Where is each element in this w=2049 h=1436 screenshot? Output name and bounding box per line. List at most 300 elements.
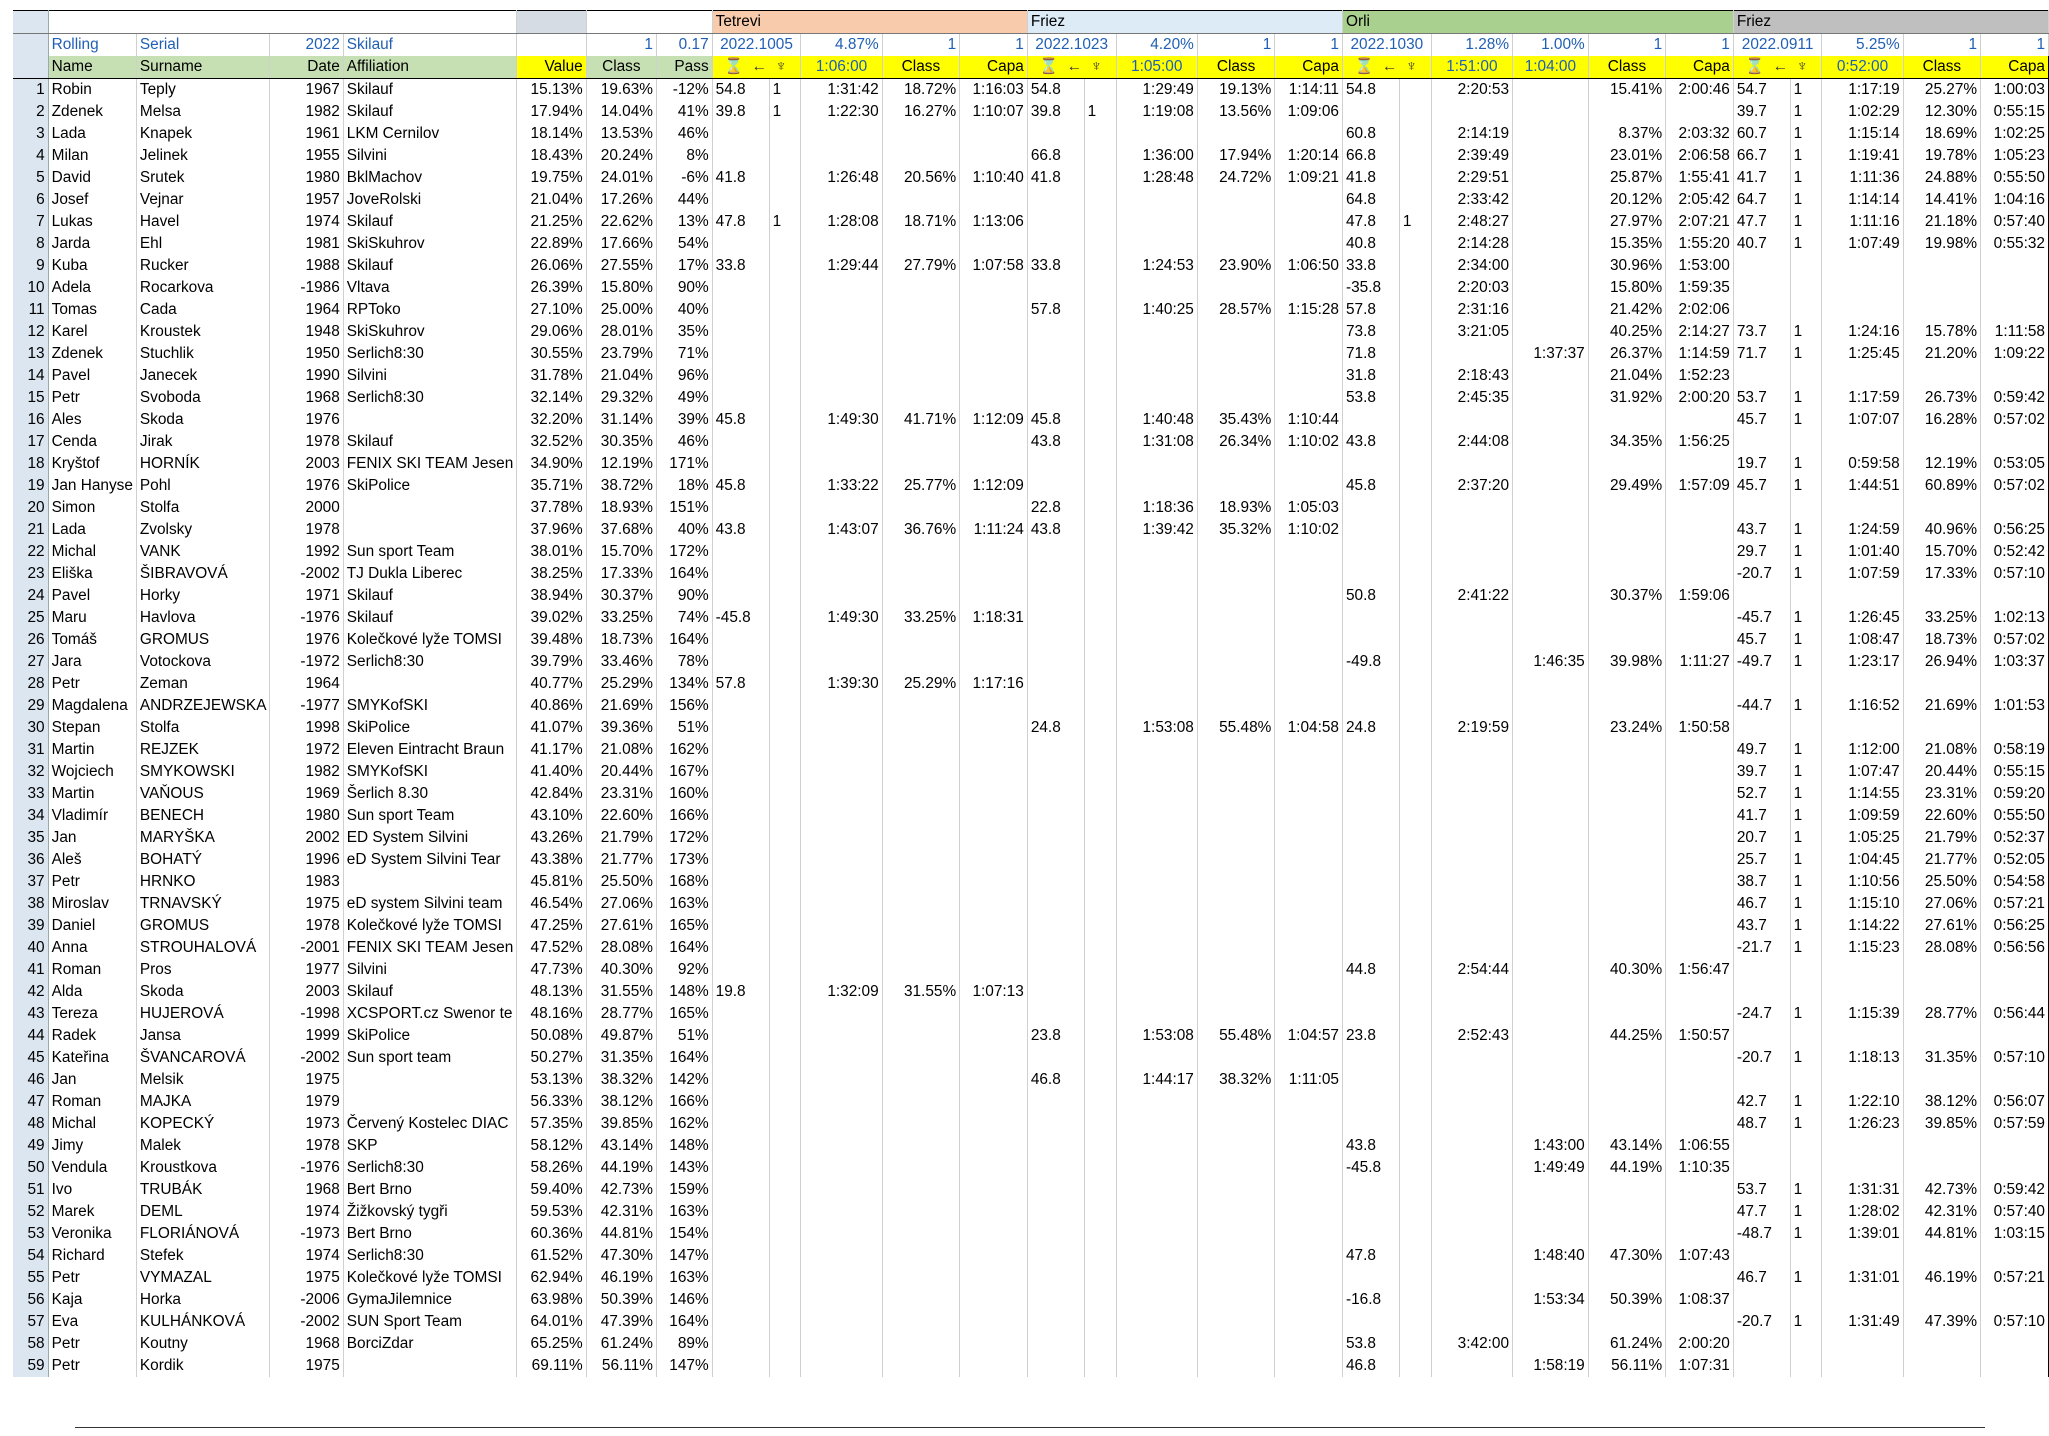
ev3-class-cell[interactable]: 23.01% [1588, 145, 1665, 167]
ev3-time2-cell[interactable] [1513, 563, 1589, 585]
class-cell[interactable]: 40.30% [586, 959, 656, 981]
ev3-capa-cell[interactable]: 1:59:06 [1666, 585, 1734, 607]
ev3-capa-cell[interactable] [1666, 981, 1734, 1003]
ev2-class-cell[interactable] [1197, 937, 1274, 959]
ev2-class-cell[interactable] [1197, 365, 1274, 387]
class-cell[interactable]: 22.60% [586, 805, 656, 827]
birth-date-cell[interactable]: 1999 [270, 1025, 343, 1047]
affiliation-cell[interactable]: Silvini [343, 959, 517, 981]
class-cell[interactable]: 43.14% [586, 1135, 656, 1157]
ev3-time-cell[interactable]: 2:19:59 [1431, 717, 1512, 739]
ev2-capa-cell[interactable] [1275, 563, 1343, 585]
class-cell[interactable]: 29.32% [586, 387, 656, 409]
ev1-score-cell[interactable] [712, 1113, 769, 1135]
ev4-capa-cell[interactable] [1981, 1333, 2049, 1355]
ev3-time2-cell[interactable] [1513, 893, 1589, 915]
ev4-score-cell[interactable]: 19.7 [1733, 453, 1790, 475]
ev4-flag-cell[interactable] [1790, 585, 1822, 607]
surname-cell[interactable]: Skoda [136, 981, 270, 1003]
ev1-capa-cell[interactable]: 1:07:58 [960, 255, 1028, 277]
ev3-time2-cell[interactable] [1513, 717, 1589, 739]
ev2-time-cell[interactable] [1116, 1333, 1197, 1355]
surname-cell[interactable]: Teply [136, 79, 270, 102]
ev3-score-cell[interactable] [1342, 739, 1399, 761]
ev1-score-cell[interactable] [712, 893, 769, 915]
first-name-cell[interactable]: Zdenek [48, 343, 136, 365]
ev1-score-cell[interactable] [712, 1135, 769, 1157]
ev2-class-cell[interactable]: 28.57% [1197, 299, 1274, 321]
surname-cell[interactable]: Svoboda [136, 387, 270, 409]
ev3-time2-cell[interactable] [1513, 1069, 1589, 1091]
ev4-flag-cell[interactable]: 1 [1790, 629, 1822, 651]
ev4-capa-cell[interactable] [1981, 959, 2049, 981]
ev3-capa-cell[interactable] [1666, 563, 1734, 585]
ev4-time-cell[interactable]: 1:07:49 [1822, 233, 1903, 255]
event-1-date[interactable]: 2022.1005 [712, 34, 801, 57]
ev1-capa-cell[interactable] [960, 277, 1028, 299]
value-cell[interactable]: 27.10% [517, 299, 586, 321]
pass-cell[interactable]: 156% [656, 695, 712, 717]
first-name-cell[interactable]: Adela [48, 277, 136, 299]
ev2-score-cell[interactable] [1027, 673, 1084, 695]
ev4-class-cell[interactable] [1903, 1355, 1980, 1377]
ev2-class-cell[interactable] [1197, 343, 1274, 365]
row-number-cell[interactable]: 25 [13, 607, 48, 629]
ev2-score-cell[interactable] [1027, 563, 1084, 585]
surname-cell[interactable]: Pohl [136, 475, 270, 497]
affiliation-cell[interactable]: Serlich8:30 [343, 1245, 517, 1267]
ev4-time-cell[interactable]: 1:31:01 [1822, 1267, 1903, 1289]
ev4-class-cell[interactable] [1903, 431, 1980, 453]
birth-date-cell[interactable]: 1968 [270, 1179, 343, 1201]
ev4-capa-cell[interactable]: 0:57:02 [1981, 475, 2049, 497]
ev1-class-cell[interactable] [882, 717, 959, 739]
ev2-score-cell[interactable]: 57.8 [1027, 299, 1084, 321]
ev4-capa-cell[interactable] [1981, 1245, 2049, 1267]
ev3-score-cell[interactable] [1342, 453, 1399, 475]
ev4-class-cell[interactable]: 26.73% [1903, 387, 1980, 409]
row-number-cell[interactable]: 54 [13, 1245, 48, 1267]
value-cell[interactable]: 45.81% [517, 871, 586, 893]
ev1-class-cell[interactable] [882, 233, 959, 255]
ev3-time2-cell[interactable] [1513, 255, 1589, 277]
ev3-score-cell[interactable] [1342, 915, 1399, 937]
ev4-time-cell[interactable] [1822, 1135, 1903, 1157]
affiliation-cell[interactable]: BorciZdar [343, 1333, 517, 1355]
ev4-score-cell[interactable]: -21.7 [1733, 937, 1790, 959]
surname-cell[interactable]: MAJKA [136, 1091, 270, 1113]
ev4-flag-cell[interactable]: 1 [1790, 453, 1822, 475]
ev3-time2-cell[interactable]: 1:48:40 [1513, 1245, 1589, 1267]
ev1-flag-cell[interactable] [769, 805, 801, 827]
ev4-capa-cell[interactable]: 1:03:15 [1981, 1223, 2049, 1245]
ev3-capa-cell[interactable] [1666, 1267, 1734, 1289]
ev1-time-cell[interactable] [801, 1245, 882, 1267]
ev1-flag-cell[interactable] [769, 1245, 801, 1267]
ev2-capa-cell[interactable] [1275, 805, 1343, 827]
ev3-flag-cell[interactable] [1399, 431, 1431, 453]
ev3-flag-cell[interactable] [1399, 717, 1431, 739]
ev2-flag-cell[interactable] [1084, 1311, 1116, 1333]
ev3-score-cell[interactable]: 47.8 [1342, 1245, 1399, 1267]
birth-date-cell[interactable]: 1969 [270, 783, 343, 805]
ev1-class-cell[interactable]: 31.55% [882, 981, 959, 1003]
ev1-score-cell[interactable] [712, 233, 769, 255]
ev1-capa-cell[interactable]: 1:10:40 [960, 167, 1028, 189]
row-number-cell[interactable]: 30 [13, 717, 48, 739]
affiliation-cell[interactable] [343, 409, 517, 431]
value-cell[interactable]: 40.77% [517, 673, 586, 695]
ev1-flag-cell[interactable] [769, 1179, 801, 1201]
affiliation-cell[interactable]: Bert Brno [343, 1223, 517, 1245]
ev4-time-cell[interactable]: 1:14:55 [1822, 783, 1903, 805]
ev2-class-cell[interactable]: 23.90% [1197, 255, 1274, 277]
row-number-cell[interactable]: 51 [13, 1179, 48, 1201]
ev2-class-cell[interactable] [1197, 1047, 1274, 1069]
ev2-capa-cell[interactable] [1275, 739, 1343, 761]
ev4-score-cell[interactable]: 42.7 [1733, 1091, 1790, 1113]
ev4-score-cell[interactable] [1733, 959, 1790, 981]
ev4-flag-cell[interactable]: 1 [1790, 805, 1822, 827]
first-name-cell[interactable]: Josef [48, 189, 136, 211]
row-number-cell[interactable]: 46 [13, 1069, 48, 1091]
pass-cell[interactable]: 163% [656, 893, 712, 915]
ev4-time-cell[interactable]: 1:10:56 [1822, 871, 1903, 893]
ev1-flag-cell[interactable] [769, 761, 801, 783]
ev3-score-cell[interactable] [1342, 761, 1399, 783]
ev2-capa-cell[interactable] [1275, 1179, 1343, 1201]
ev3-class-cell[interactable]: 25.87% [1588, 167, 1665, 189]
ev1-flag-cell[interactable] [769, 519, 801, 541]
birth-date-cell[interactable]: 1968 [270, 1333, 343, 1355]
ev2-capa-cell[interactable]: 1:20:14 [1275, 145, 1343, 167]
ev1-time-cell[interactable] [801, 893, 882, 915]
ev2-flag-cell[interactable] [1084, 189, 1116, 211]
surname-cell[interactable]: GROMUS [136, 915, 270, 937]
ev1-score-cell[interactable] [712, 1245, 769, 1267]
birth-date-cell[interactable]: 1998 [270, 717, 343, 739]
first-name-cell[interactable]: Simon [48, 497, 136, 519]
ev1-class-cell[interactable] [882, 1069, 959, 1091]
ev4-capa-cell[interactable] [1981, 277, 2049, 299]
birth-date-cell[interactable]: 2002 [270, 827, 343, 849]
first-name-cell[interactable]: Wojciech [48, 761, 136, 783]
ev4-score-cell[interactable]: 71.7 [1733, 343, 1790, 365]
surname-cell[interactable]: Janecek [136, 365, 270, 387]
ev1-class-cell[interactable] [882, 783, 959, 805]
ev2-class-cell[interactable] [1197, 1179, 1274, 1201]
value-cell[interactable]: 26.39% [517, 277, 586, 299]
ev1-class-cell[interactable] [882, 123, 959, 145]
ev3-time-cell[interactable] [1431, 1003, 1512, 1025]
ev2-score-cell[interactable] [1027, 365, 1084, 387]
birth-date-cell[interactable]: 1957 [270, 189, 343, 211]
ev3-time-cell[interactable] [1431, 101, 1512, 123]
ev1-class-cell[interactable] [882, 805, 959, 827]
ev3-score-cell[interactable]: -49.8 [1342, 651, 1399, 673]
ev1-capa-cell[interactable] [960, 387, 1028, 409]
ev4-flag-cell[interactable] [1790, 1025, 1822, 1047]
ev3-capa-cell[interactable] [1666, 761, 1734, 783]
ev1-capa-cell[interactable] [960, 1223, 1028, 1245]
ev3-flag-cell[interactable] [1399, 849, 1431, 871]
ev4-time-cell[interactable]: 1:11:36 [1822, 167, 1903, 189]
surname-cell[interactable]: Pros [136, 959, 270, 981]
class-cell[interactable]: 24.01% [586, 167, 656, 189]
value-cell[interactable]: 65.25% [517, 1333, 586, 1355]
affiliation-cell[interactable]: Skilauf [343, 607, 517, 629]
ev2-score-cell[interactable] [1027, 541, 1084, 563]
ev4-capa-cell[interactable]: 0:57:40 [1981, 1201, 2049, 1223]
ev2-capa-cell[interactable] [1275, 343, 1343, 365]
ev4-capa-cell[interactable]: 0:57:02 [1981, 409, 2049, 431]
ev4-capa-cell[interactable]: 1:03:37 [1981, 651, 2049, 673]
ev1-class-cell[interactable] [882, 937, 959, 959]
ev4-time-cell[interactable]: 1:15:10 [1822, 893, 1903, 915]
row-number-cell[interactable]: 29 [13, 695, 48, 717]
first-name-cell[interactable]: Jan Hanyse [48, 475, 136, 497]
col-value[interactable]: Value [517, 56, 586, 79]
ev3-score-cell[interactable]: 44.8 [1342, 959, 1399, 981]
ev2-class-cell[interactable]: 55.48% [1197, 717, 1274, 739]
pass-cell[interactable]: 51% [656, 717, 712, 739]
ev1-class-cell[interactable] [882, 629, 959, 651]
ev2-score-cell[interactable] [1027, 739, 1084, 761]
affiliation-cell[interactable]: FENIX SKI TEAM Jesen [343, 453, 517, 475]
surname-cell[interactable]: Horka [136, 1289, 270, 1311]
ev2-class-cell[interactable] [1197, 1003, 1274, 1025]
ev1-flag-cell[interactable] [769, 651, 801, 673]
ev4-time-cell[interactable]: 1:11:16 [1822, 211, 1903, 233]
ev4-time-cell[interactable]: 1:26:23 [1822, 1113, 1903, 1135]
ev3-capa-cell[interactable]: 1:55:20 [1666, 233, 1734, 255]
value-cell[interactable]: 39.48% [517, 629, 586, 651]
ev3-score-cell[interactable] [1342, 695, 1399, 717]
pass-cell[interactable]: 35% [656, 321, 712, 343]
value-cell[interactable]: 63.98% [517, 1289, 586, 1311]
event-3-icons[interactable] [1342, 56, 1431, 79]
pass-cell[interactable]: 173% [656, 849, 712, 871]
ev2-capa-cell[interactable]: 1:06:50 [1275, 255, 1343, 277]
ev3-time2-cell[interactable] [1513, 1025, 1589, 1047]
ev2-time-cell[interactable] [1116, 1135, 1197, 1157]
ev2-flag-cell[interactable] [1084, 453, 1116, 475]
ev3-time-cell[interactable]: 2:45:35 [1431, 387, 1512, 409]
ev4-score-cell[interactable]: 41.7 [1733, 805, 1790, 827]
ev1-time-cell[interactable] [801, 805, 882, 827]
ev2-class-cell[interactable] [1197, 893, 1274, 915]
ev1-class-cell[interactable] [882, 1333, 959, 1355]
ev1-capa-cell[interactable] [960, 343, 1028, 365]
class-cell[interactable]: 44.81% [586, 1223, 656, 1245]
value-cell[interactable]: 59.40% [517, 1179, 586, 1201]
pass-cell[interactable]: 40% [656, 519, 712, 541]
ev1-capa-cell[interactable] [960, 123, 1028, 145]
ev1-class-cell[interactable] [882, 1113, 959, 1135]
ev1-score-cell[interactable] [712, 1311, 769, 1333]
ev1-score-cell[interactable] [712, 1223, 769, 1245]
ev2-capa-cell[interactable] [1275, 1003, 1343, 1025]
ev2-capa-cell[interactable] [1275, 1245, 1343, 1267]
ev3-time2-cell[interactable] [1513, 519, 1589, 541]
first-name-cell[interactable]: Cenda [48, 431, 136, 453]
ev2-time-cell[interactable] [1116, 277, 1197, 299]
ev3-class-cell[interactable] [1588, 541, 1665, 563]
ev4-time-cell[interactable]: 1:04:45 [1822, 849, 1903, 871]
row-number-cell[interactable]: 12 [13, 321, 48, 343]
affiliation-cell[interactable]: Skilauf [343, 255, 517, 277]
class-cell[interactable]: 19.63% [586, 79, 656, 102]
ev3-flag-cell[interactable] [1399, 1355, 1431, 1377]
ev3-class-cell[interactable] [1588, 783, 1665, 805]
ev2-capa-cell[interactable] [1275, 673, 1343, 695]
ev3-flag-cell[interactable] [1399, 805, 1431, 827]
pass-cell[interactable]: -6% [656, 167, 712, 189]
ev4-score-cell[interactable]: -20.7 [1733, 1047, 1790, 1069]
ev2-capa-cell[interactable]: 1:05:03 [1275, 497, 1343, 519]
ev3-flag-cell[interactable] [1399, 1091, 1431, 1113]
ev1-time-cell[interactable]: 1:49:30 [801, 409, 882, 431]
ev4-class-cell[interactable]: 46.19% [1903, 1267, 1980, 1289]
ev2-capa-cell[interactable] [1275, 1223, 1343, 1245]
ev2-flag-cell[interactable] [1084, 827, 1116, 849]
ev3-score-cell[interactable]: 45.8 [1342, 475, 1399, 497]
surname-cell[interactable]: HORNÍK [136, 453, 270, 475]
ev3-class-cell[interactable]: 44.19% [1588, 1157, 1665, 1179]
ev4-class-cell[interactable]: 26.94% [1903, 651, 1980, 673]
ev4-capa-cell[interactable]: 0:57:40 [1981, 211, 2049, 233]
ev3-capa-cell[interactable] [1666, 739, 1734, 761]
ev3-flag-cell[interactable] [1399, 1201, 1431, 1223]
ev1-flag-cell[interactable] [769, 497, 801, 519]
pass-cell[interactable]: 51% [656, 1025, 712, 1047]
row-number-cell[interactable]: 53 [13, 1223, 48, 1245]
ev3-flag-cell[interactable] [1399, 167, 1431, 189]
ev3-time-cell[interactable] [1431, 849, 1512, 871]
row-number-cell[interactable]: 33 [13, 783, 48, 805]
ev4-class-cell[interactable]: 38.12% [1903, 1091, 1980, 1113]
ev4-capa-cell[interactable] [1981, 1157, 2049, 1179]
ev3-time-cell[interactable] [1431, 519, 1512, 541]
ev4-time-cell[interactable] [1822, 717, 1903, 739]
ev1-time-cell[interactable]: 1:39:30 [801, 673, 882, 695]
ev1-class-cell[interactable] [882, 871, 959, 893]
ev4-capa-cell[interactable]: 0:55:50 [1981, 167, 2049, 189]
birth-date-cell[interactable]: 1975 [270, 1267, 343, 1289]
ev2-time-cell[interactable] [1116, 1289, 1197, 1311]
first-name-cell[interactable]: Vladimír [48, 805, 136, 827]
class-cell[interactable]: 25.00% [586, 299, 656, 321]
ev2-capa-cell[interactable] [1275, 937, 1343, 959]
class-cell[interactable]: 12.19% [586, 453, 656, 475]
ev1-flag-cell[interactable]: 1 [769, 211, 801, 233]
ev2-time-cell[interactable] [1116, 739, 1197, 761]
ev1-flag-cell[interactable] [769, 629, 801, 651]
ev4-time-cell[interactable] [1822, 431, 1903, 453]
ev4-flag-cell[interactable]: 1 [1790, 1223, 1822, 1245]
ev4-class-cell[interactable]: 31.35% [1903, 1047, 1980, 1069]
ev3-class-cell[interactable]: 20.12% [1588, 189, 1665, 211]
first-name-cell[interactable]: Roman [48, 959, 136, 981]
ev4-capa-cell[interactable] [1981, 585, 2049, 607]
ev4-flag-cell[interactable]: 1 [1790, 387, 1822, 409]
ev1-flag-cell[interactable] [769, 871, 801, 893]
ev3-time2-cell[interactable] [1513, 365, 1589, 387]
ev4-time-cell[interactable]: 0:59:58 [1822, 453, 1903, 475]
ev4-time-cell[interactable]: 1:23:17 [1822, 651, 1903, 673]
ev3-flag-cell[interactable] [1399, 1069, 1431, 1091]
first-name-cell[interactable]: Richard [48, 1245, 136, 1267]
row-number-cell[interactable]: 55 [13, 1267, 48, 1289]
ev4-score-cell[interactable] [1733, 585, 1790, 607]
ev1-score-cell[interactable]: 43.8 [712, 519, 769, 541]
ev4-time-cell[interactable]: 1:24:16 [1822, 321, 1903, 343]
surname-cell[interactable]: Jansa [136, 1025, 270, 1047]
ev1-time-cell[interactable] [801, 365, 882, 387]
ev3-time2-cell[interactable] [1513, 673, 1589, 695]
ev4-time-cell[interactable]: 1:39:01 [1822, 1223, 1903, 1245]
ev1-flag-cell[interactable] [769, 365, 801, 387]
ev1-class-cell[interactable] [882, 497, 959, 519]
ev2-score-cell[interactable] [1027, 1223, 1084, 1245]
ev3-time2-cell[interactable]: 1:37:37 [1513, 343, 1589, 365]
ev1-capa-cell[interactable] [960, 629, 1028, 651]
ev4-score-cell[interactable] [1733, 673, 1790, 695]
ev4-class-cell[interactable] [1903, 959, 1980, 981]
ev2-class-cell[interactable] [1197, 1355, 1274, 1377]
ev4-score-cell[interactable]: 53.7 [1733, 387, 1790, 409]
ev1-capa-cell[interactable] [960, 915, 1028, 937]
surname-cell[interactable]: Votockova [136, 651, 270, 673]
ev3-flag-cell[interactable] [1399, 563, 1431, 585]
ev2-score-cell[interactable] [1027, 937, 1084, 959]
ev4-score-cell[interactable] [1733, 1355, 1790, 1377]
ev3-time-cell[interactable] [1431, 1113, 1512, 1135]
ev4-flag-cell[interactable] [1790, 1245, 1822, 1267]
value-cell[interactable]: 15.13% [517, 79, 586, 102]
ev4-time-cell[interactable] [1822, 1289, 1903, 1311]
ev3-capa-cell[interactable]: 2:03:32 [1666, 123, 1734, 145]
pass-cell[interactable]: 164% [656, 1047, 712, 1069]
ev2-class-cell[interactable]: 55.48% [1197, 1025, 1274, 1047]
ev4-capa-cell[interactable]: 0:59:42 [1981, 387, 2049, 409]
ev4-score-cell[interactable]: 48.7 [1733, 1113, 1790, 1135]
ev1-capa-cell[interactable] [960, 189, 1028, 211]
ev3-capa-cell[interactable] [1666, 805, 1734, 827]
ev4-flag-cell[interactable]: 1 [1790, 651, 1822, 673]
ev2-class-cell[interactable] [1197, 123, 1274, 145]
affiliation-cell[interactable]: Kolečkové lyže TOMSI [343, 915, 517, 937]
ev1-flag-cell[interactable] [769, 607, 801, 629]
ev3-score-cell[interactable] [1342, 937, 1399, 959]
ev1-flag-cell[interactable] [769, 167, 801, 189]
pass-cell[interactable]: 146% [656, 1289, 712, 1311]
ev1-class-cell[interactable] [882, 431, 959, 453]
ev1-time-cell[interactable] [801, 717, 882, 739]
ev3-time2-cell[interactable] [1513, 871, 1589, 893]
surname-cell[interactable]: Stolfa [136, 717, 270, 739]
ev4-class-cell[interactable] [1903, 1135, 1980, 1157]
value-cell[interactable]: 41.40% [517, 761, 586, 783]
ev2-score-cell[interactable] [1027, 321, 1084, 343]
birth-date-cell[interactable]: 1964 [270, 299, 343, 321]
row-number-cell[interactable]: 47 [13, 1091, 48, 1113]
ev2-capa-cell[interactable]: 1:09:21 [1275, 167, 1343, 189]
affiliation-cell[interactable] [343, 1069, 517, 1091]
ev2-time-cell[interactable] [1116, 1113, 1197, 1135]
first-name-cell[interactable]: Petr [48, 1333, 136, 1355]
ev1-flag-cell[interactable] [769, 299, 801, 321]
